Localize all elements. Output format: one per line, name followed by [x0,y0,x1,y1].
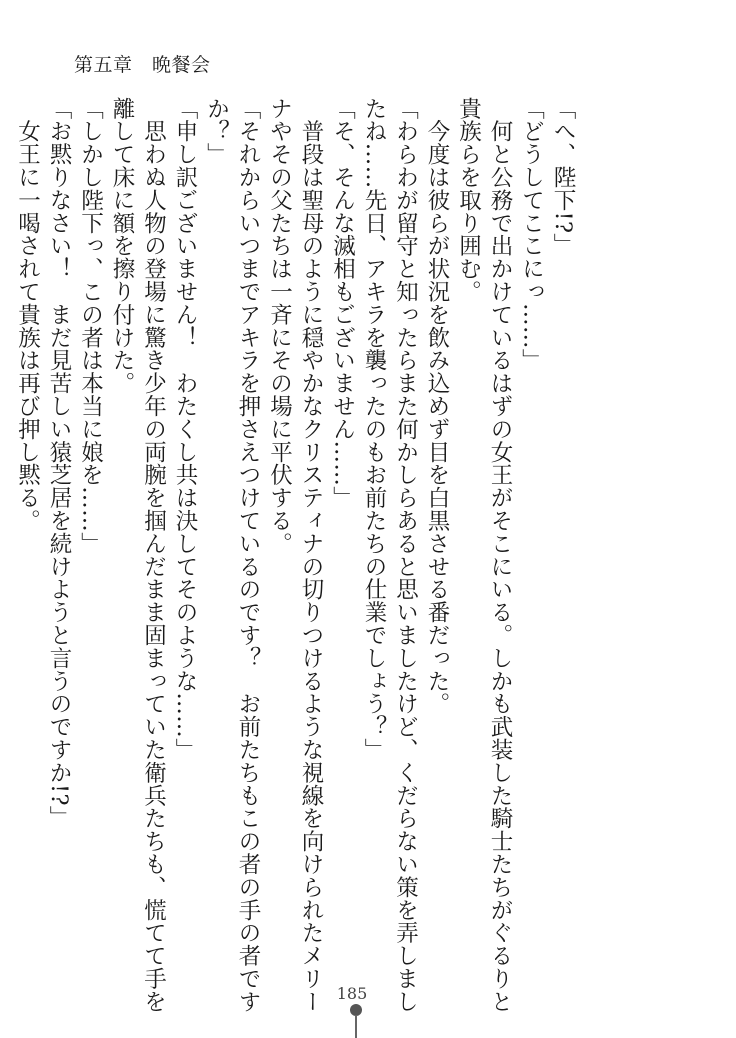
chapter-label: 第五章 [74,54,133,76]
text-line: 思わぬ人物の登場に驚き少年の両腕を掴んだまま固まっていた衛兵たちも、慌てて手を [140,97,167,1013]
text-line: 「へ、陛下!?」 [550,97,576,257]
text-line: 「それからいつまでアキラを押さえつけているのです？ お前たちもこの者の手の者です [235,97,261,1013]
text-line: 離して床に額を擦り付けた。 [109,97,135,395]
text-line: 「どうしてここにっ……」 [518,97,545,372]
text-line: 「そ、そんな滅相もございません……」 [329,97,356,510]
text-line: 貴族らを取り囲む。 [455,97,482,304]
text-line: 「申し訳ございません！ わたくし共は決してそのような……」 [172,97,198,762]
page-marker-icon [350,1004,362,1038]
text-line: 何と公務で出かけているはずの女王がそこにいる。しかも武装した騎士たちがぐるりと [487,97,513,1013]
text-line: ナやその父たちは一斉にその場に平伏する。 [266,97,293,555]
text-line: か？」 [203,97,230,166]
text-line: 「お黙りなさい！ まだ見苦しい猿芝居を続けようと言うのですか!?」 [46,97,72,829]
running-head [74,50,211,77]
page-number: 185 [336,984,368,1003]
text-line: 「しかし陛下っ、この者は本当に娘を……」 [77,97,104,555]
text-line: たね……先日、アキラを襲ったのもお前たちの仕業でしょう？」 [361,97,387,762]
text-line: 女王に一喝されて貴族は再び押し黙る。 [14,97,41,533]
chapter-title: 晩餐会 [152,54,211,76]
marker-line [355,1015,357,1038]
text-line: 今度は彼らが状況を飲み込めず目を白黒させる番だった。 [424,97,450,716]
text-line: 普段は聖母のように穏やかなクリスティナの切りつけるような視線を向けられたメリー [298,97,324,1013]
text-line: 「わらわが留守と知ったらまた何かしらあると思いましたけど、くだらない策を弄しまし [392,97,419,1013]
